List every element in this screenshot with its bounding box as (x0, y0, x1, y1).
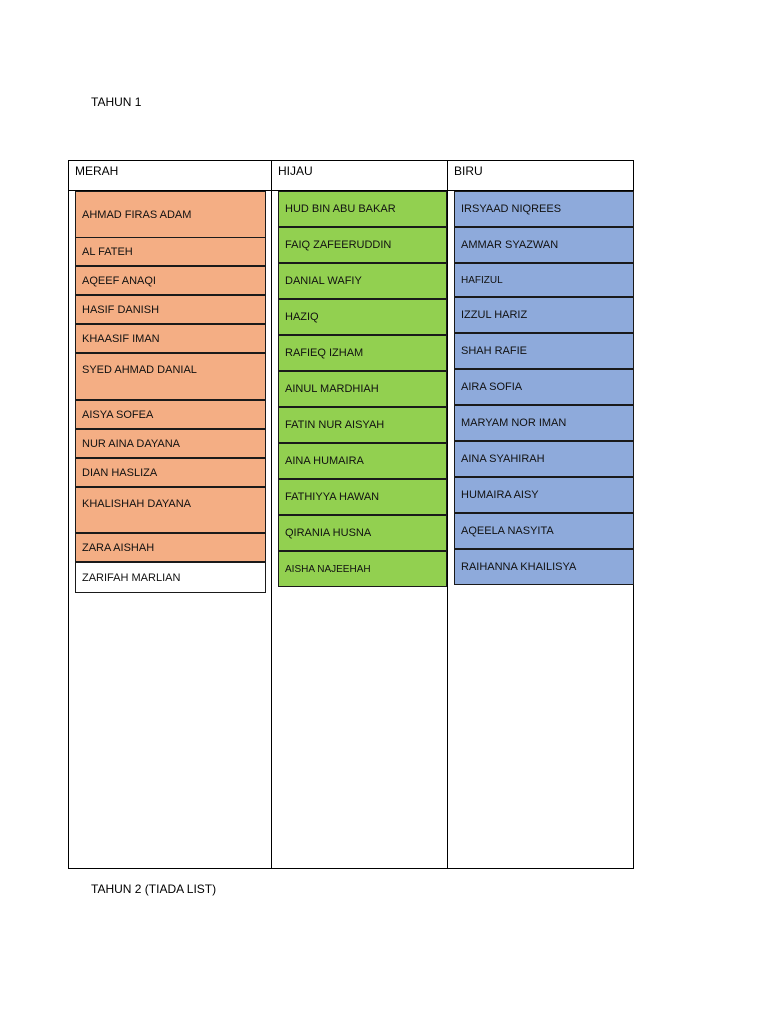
hijau-student-row (278, 227, 447, 263)
header-biru: BIRU (454, 164, 483, 178)
header-merah: MERAH (75, 164, 119, 178)
student-name: SYED AHMAD DANIAL (82, 364, 197, 376)
hijau-student-row (278, 371, 447, 407)
biru-student-row (454, 369, 634, 405)
hijau-student-row (278, 299, 447, 335)
student-name: KHAASIF IMAN (82, 332, 160, 345)
student-name: AQEEF ANAQI (82, 274, 156, 287)
student-name: HAZIQ (285, 311, 319, 323)
student-name: MARYAM NOR IMAN (461, 417, 567, 429)
column-divider (271, 161, 272, 868)
student-name: ZARIFAH MARLIAN (82, 571, 181, 584)
merah-student-row (75, 533, 266, 562)
student-name: FAIQ ZAFEERUDDIN (285, 239, 392, 251)
merah-student-row (75, 237, 266, 266)
hijau-student-row (278, 407, 447, 443)
merah-student-row (75, 562, 266, 593)
tahun-2-title: TAHUN 2 (TIADA LIST) (91, 882, 217, 896)
merah-student-row (75, 191, 266, 238)
merah-student-row (75, 458, 266, 487)
student-name: AINUL MARDHIAH (285, 383, 379, 395)
student-name: AINA HUMAIRA (285, 455, 364, 467)
hijau-student-row (278, 263, 447, 299)
student-name: AISYA SOFEA (82, 408, 154, 421)
merah-student-row (75, 400, 266, 429)
student-name: AL FATEH (82, 245, 133, 258)
student-name: QIRANIA HUSNA (285, 527, 372, 539)
biru-student-row (454, 477, 634, 513)
student-name: AMMAR SYAZWAN (461, 239, 559, 251)
student-name: HASIF DANISH (82, 303, 160, 316)
student-name: AQEELA NASYITA (461, 525, 554, 537)
merah-student-row (75, 324, 266, 353)
student-name: AISHA NAJEEHAH (285, 563, 371, 575)
biru-student-row (454, 441, 634, 477)
biru-student-row (454, 405, 634, 441)
column-divider (447, 161, 448, 868)
biru-student-row (454, 549, 634, 585)
hijau-student-row (278, 335, 447, 371)
merah-student-row (75, 266, 266, 295)
hijau-student-row (278, 479, 447, 515)
student-name: RAFIEQ IZHAM (285, 347, 364, 359)
student-name: FATIN NUR AISYAH (285, 419, 385, 431)
hijau-student-row (278, 443, 447, 479)
biru-student-row (454, 263, 634, 297)
biru-student-row (454, 191, 634, 227)
student-name: AHMAD FIRAS ADAM (82, 209, 192, 221)
student-name: ZARA AISHAH (82, 541, 155, 554)
student-name: FATHIYYA HAWAN (285, 491, 380, 503)
student-name: KHALISHAH DAYANA (82, 498, 192, 510)
hijau-student-row (278, 551, 447, 587)
student-name: IZZUL HARIZ (461, 309, 528, 321)
hijau-student-row (278, 191, 447, 227)
merah-student-row (75, 487, 266, 533)
biru-student-row (454, 513, 634, 549)
student-name: DANIAL WAFIY (285, 275, 362, 287)
student-name: DIAN HASLIZA (82, 466, 158, 479)
biru-student-row (454, 333, 634, 369)
merah-student-row (75, 353, 266, 400)
tahun-1-title: TAHUN 1 (91, 95, 142, 109)
student-name: HUD BIN ABU BAKAR (285, 203, 396, 215)
hijau-student-row (278, 515, 447, 551)
student-name: HUMAIRA AISY (461, 489, 539, 501)
student-name: AINA SYAHIRAH (461, 453, 545, 465)
biru-student-row (454, 227, 634, 263)
biru-student-row (454, 297, 634, 333)
student-name: NUR AINA DAYANA (82, 437, 181, 450)
student-name: SHAH RAFIE (461, 345, 528, 357)
student-name: AIRA SOFIA (461, 381, 523, 393)
student-name: HAFIZUL (461, 274, 503, 286)
merah-student-row (75, 295, 266, 324)
student-name: IRSYAAD NIQREES (461, 203, 562, 215)
merah-student-row (75, 429, 266, 458)
student-name: RAIHANNA KHAILISYA (461, 561, 577, 573)
header-hijau: HIJAU (278, 164, 313, 178)
